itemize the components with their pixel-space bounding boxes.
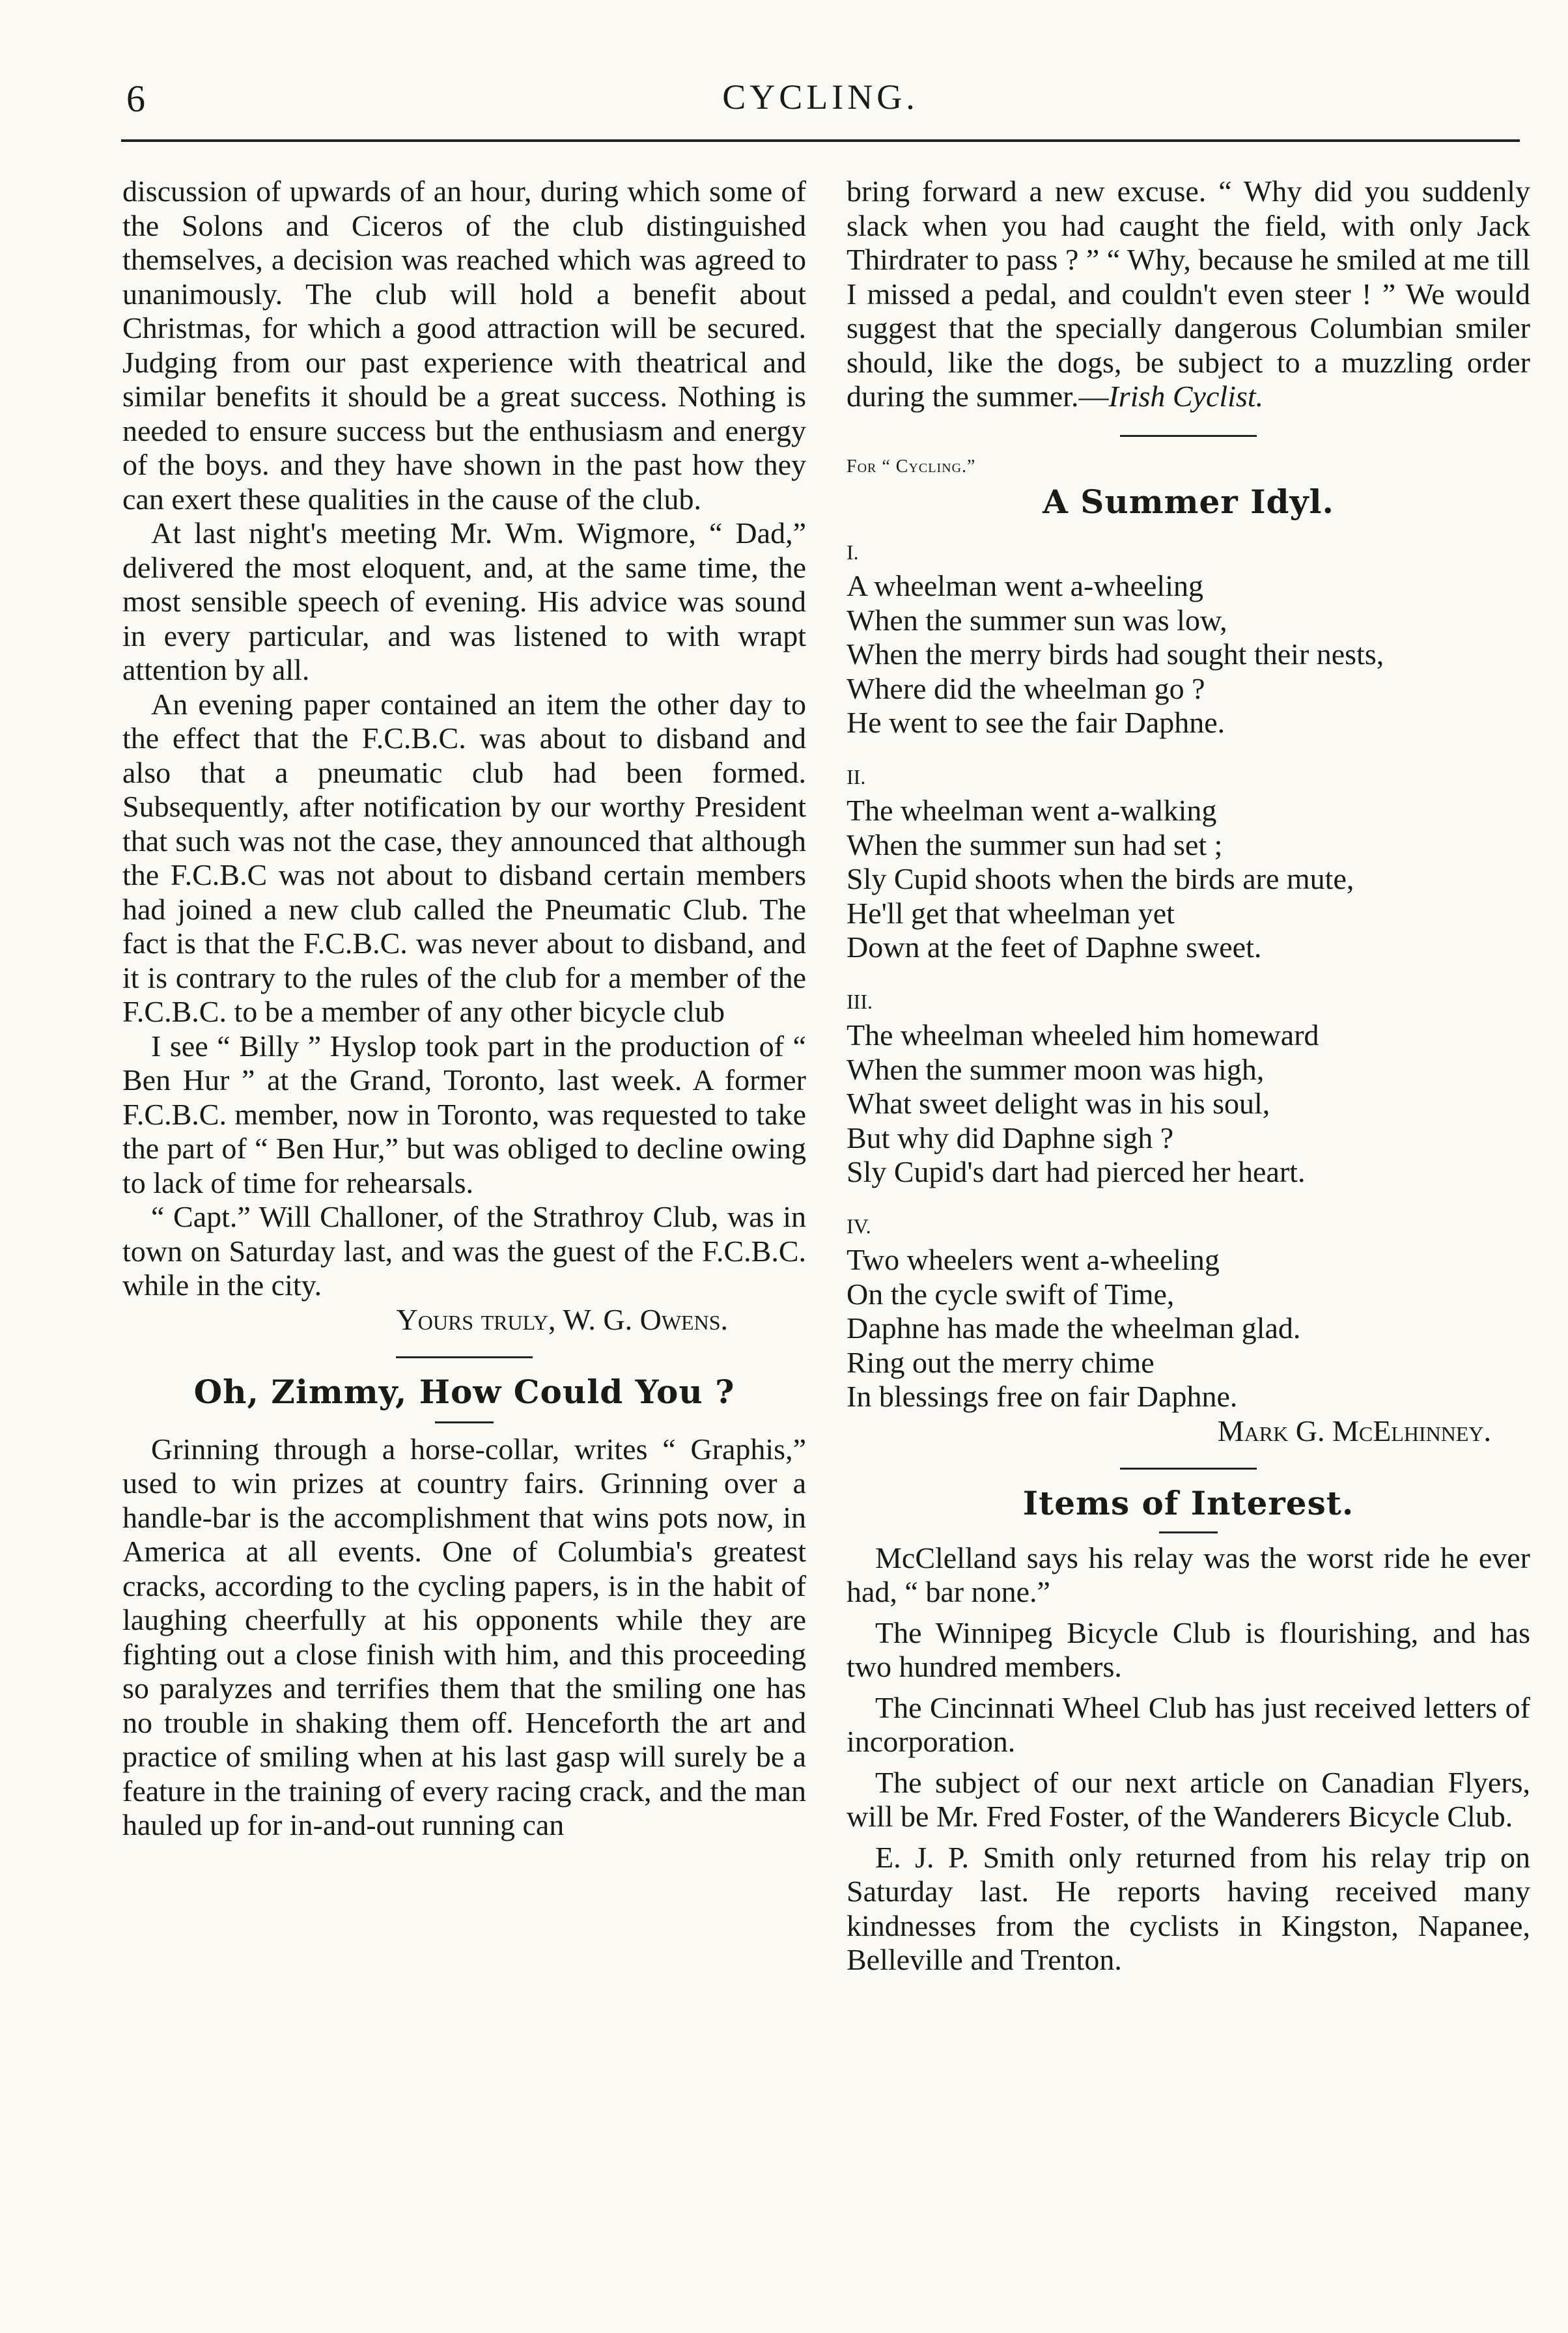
header-rule [121,139,1520,142]
paragraph: “ Capt.” Will Challoner, of the Strathroy Club, was in town on Saturday last, and was the guest of the F.C.B.C. while in the city. [122,1200,806,1302]
page-number: 6 [126,77,145,120]
title-rule [435,1421,494,1423]
poem-line: He'll get that wheelman yet [847,896,1175,930]
section-rule [1120,435,1257,437]
news-item: The Cincinnati Wheel Club has just received letters of incorporation. [847,1690,1530,1758]
masthead: CYCLING. [722,77,919,117]
page-header [121,77,1520,135]
poem-line: What sweet delight was in his soul, [847,1087,1270,1120]
poem-line: But why did Daphne sigh ? [847,1121,1174,1154]
stanza-number: I. [847,540,859,564]
poem-line: The wheelman went a-walking [847,794,1217,827]
poem-line: On the cycle swift of Time, [847,1277,1175,1311]
source-credit: Irish Cyclist. [1108,380,1264,413]
article-title: Oh, Zimmy, How Could You ? [193,1373,735,1411]
poem-line: Daphne has made the wheelman glad. [847,1311,1301,1345]
poem-line: Two wheelers went a-wheeling [847,1243,1220,1276]
poem-line: When the summer moon was high, [847,1052,1265,1086]
poem-line: He went to see the fair Daphne. [847,706,1225,739]
section-rule [396,1356,533,1358]
paragraph: discussion of upwards of an hour, during which some of the Solons and Ciceros of the club distinguished themselves, a decision was reached which was agreed to unanimously. The club will hold a benefit about Christmas, for which a good attraction will be secured. Judging from our past experience with theatrical and similar benefits it should be a great success. Nothing is needed to ensure success but the enthusiasm and energy of the boys. and they have shown in the past how they can exert these qualities in the cause of the club. [122,175,806,516]
poem-title: A Summer Idyl. [1043,482,1334,521]
stanza-number: III. [847,989,873,1013]
poem-line: The wheelman wheeled him homeward [847,1018,1319,1052]
news-item: The subject of our next article on Canadian Flyers, will be Mr. Fred Foster, of the Wanderers Bicycle Club. [847,1765,1530,1833]
poem-line: When the merry birds had sought their nests, [847,637,1384,671]
poem-line: Sly Cupid's dart had pierced her heart. [847,1155,1306,1188]
poem-author: Mark G. McElhinney. [1217,1414,1491,1447]
poem-line: When the summer sun had set ; [847,828,1223,861]
poem-line: In blessings free on fair Daphne. [847,1380,1238,1413]
byline-credit: For “ Cycling.” [847,456,976,477]
signature: Yours truly, W. G. Owens. [396,1302,728,1336]
news-item: McClelland says his relay was the worst ride he ever had, “ bar none.” [847,1541,1530,1608]
poem-line: Ring out the merry chime [847,1345,1155,1379]
poem-line: A wheelman went a-wheeling [847,569,1203,602]
stanza-number: IV. [847,1214,871,1238]
items-title: Items of Interest. [1022,1484,1354,1522]
poem [847,535,1530,1414]
news-item: The Winnipeg Bicycle Club is flourishing, and has two hundred members. [847,1615,1530,1683]
title-rule [1159,1531,1218,1533]
left-column [122,175,806,1843]
paragraph: At last night's meeting Mr. Wm. Wigmore, “ Dad,” delivered the most eloquent, and, at the same time, the most sensible speech of evening. His advice was sound in every particular, and was listened to with wrapt attention by all. [122,516,806,686]
continuation-text: bring forward a new excuse. “ Why did you suddenly slack when you had caught the field, with only Jack Thirdrater to pass ? ” “ Why, because he smiled at me till I missed a pedal, and couldn't even steer ! ” We would suggest that the specially dangerous Columbian smiler should, like the dogs, be subject to a muzzling order during the summer.— [847,175,1530,413]
paragraph: An evening paper contained an item the other day to the effect that the F.C.B.C. was about to disband and also that a pneumatic club had been formed. Subsequently, after notification by our worthy President that such was not the case, they announced that although the F.C.B.C was not about to disband certain members had joined a new club called the Pneumatic Club. The fact is that the F.C.B.C. was never about to disband, and it is contrary to the rules of the club for a member of the F.C.B.C. to be a member of any other bicycle club [122,687,806,1028]
stanza-number: II. [847,764,866,789]
section-rule [1120,1468,1257,1470]
paragraph [847,175,1530,414]
poem-line: Where did the wheelman go ? [847,671,1205,705]
paragraph: I see “ Billy ” Hyslop took part in the production of “ Ben Hur ” at the Grand, Toronto, last week. A former F.C.B.C. member, now in Toronto, was requested to take the part of “ Ben Hur,” but was obliged to decline owing to lack of time for rehearsals. [122,1029,806,1199]
paragraph: Grinning through a horse-collar, writes “ Graphis,” used to win prizes at country fairs. Grinning over a handle-bar is the accomplishment that wins pots now, in America at all events. One of Columbia's greatest cracks, according to the cycling papers, is in the habit of laughing cheerfully at his opponents while they are fighting out a close finish with him, and this proceeding so paralyzes and terrifies them that the smiling one has no trouble in shaking them off. Henceforth the art and practice of smiling when at his last gasp will surely be a feature in the training of every racing crack, and the man hauled up for in-and-out running can [122,1432,806,1841]
poem-line: Sly Cupid shoots when the birds are mute, [847,862,1354,895]
right-column [847,175,1530,1977]
news-item: E. J. P. Smith only returned from his relay trip on Saturday last. He reports having received many kindnesses from the cyclists in Kingston, Napanee, Belleville and Trenton. [847,1840,1530,1976]
poem-line: Down at the feet of Daphne sweet. [847,930,1262,964]
poem-line: When the summer sun was low, [847,603,1227,637]
